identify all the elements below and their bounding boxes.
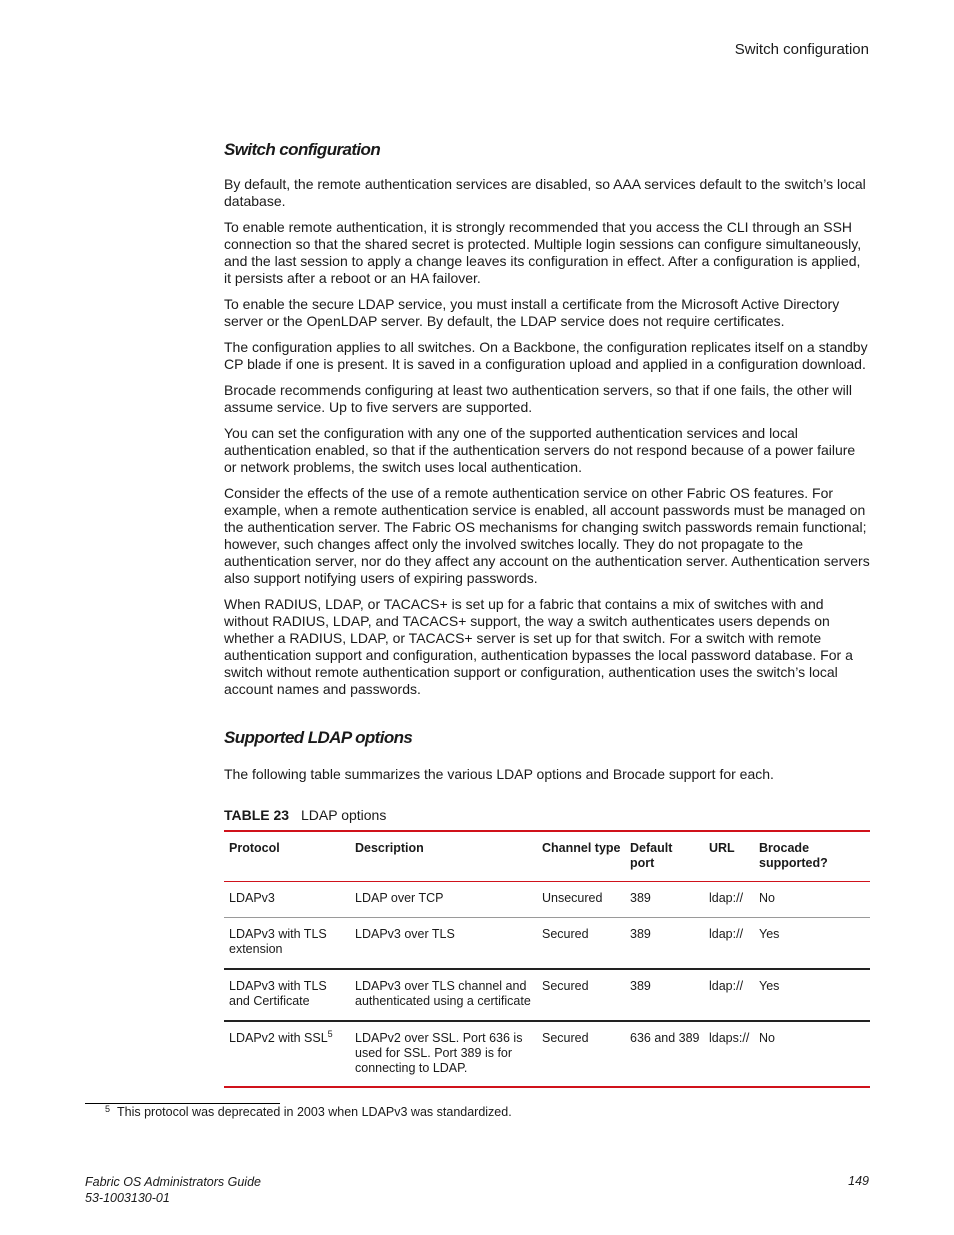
footnote-divider [85,1103,280,1104]
cell-default-port: 389 [630,927,651,941]
page-number: 149 [848,1174,869,1188]
cell-default-port: 389 [630,979,651,993]
protocol-text: LDAPv3 with TLS extension [229,927,327,956]
footer-doc-title: Fabric OS Administrators Guide [85,1175,261,1189]
column-header: Description [355,841,424,855]
cell-default-port: 389 [630,891,651,905]
cell-url: ldap:// [709,891,744,905]
column-header: Brocade supported? [759,841,828,870]
cell-description: LDAPv3 over TLS [355,927,455,941]
cell-supported: Yes [759,979,780,993]
paragraph: By default, the remote authentication services are disabled, so AAA services default to the switch’s local database. [224,176,866,209]
cell-description: LDAPv3 over TLS channel and authenticated using a certificate [355,979,531,1008]
paragraph: To enable remote authentication, it is strongly recommended that you access the CLI through an SSH connection so that the shared secret is protected. Multiple login sessions can configure simultaneously, and the last session to apply a change leaves its configuration in effect. After a configuration is applied, it persists after a reboot or an HA failover. [224,219,862,286]
cell-description: LDAPv2 over SSL. Port 636 is used for SSL. Port 389 is for connecting to LDAP. [355,1031,523,1075]
table-title: LDAP options [300,807,387,823]
protocol-text: LDAPv3 [229,891,275,905]
footnote-reference[interactable]: 5 [327,1029,333,1039]
footer-doc-number: 53-1003130-01 [85,1191,170,1205]
cell-protocol [224,1021,350,1087]
column-header: Protocol [229,841,280,855]
protocol-text: LDAPv3 with TLS and Certificate [229,979,327,1008]
cell-url: ldap:// [709,979,744,993]
footnote [105,1105,512,1119]
cell-supported: Yes [759,927,780,941]
column-header: Default port [630,841,673,870]
cell-supported: No [759,1031,775,1045]
paragraph: To enable the secure LDAP service, you must install a certificate from the Microsoft Active Directory server or the OpenLDAP server. By default, the LDAP service does not require certificates. [224,296,840,329]
footer-document-info [85,1174,261,1206]
cell-default-port: 636 and 389 [630,1031,700,1045]
footnote-text: This protocol was deprecated in 2003 when LDAPv3 was standardized. [117,1105,512,1119]
paragraph: The configuration applies to all switches. On a Backbone, the configuration replicates itself on a standby CP blade if one is present. It is saved in a configuration upload and applied in a configuration download. [224,339,868,372]
paragraph: You can set the configuration with any one of the supported authentication services and local authentication enabled, so that if the authentication servers do not respond because of a power failure or network problems, the switch uses local authentication. [224,425,856,475]
paragraph: Brocade recommends configuring at least two authentication servers, so that if one fails, the other will assume service. Up to five servers are supported. [224,382,852,415]
column-header: URL [709,841,735,855]
paragraph: Consider the effects of the use of a remote authentication service on other Fabric OS features. For example, when a remote authentication service is enabled, all account passwords must be managed on the authentication server. The Fabric OS mechanisms for changing switch passwords remain functional; however, such changes affect only the involved switches locally. They do not propagate to the authentication server, nor do they affect any account on the authentication server. Authentication servers also support notifying users of expiring passwords. [224,485,870,586]
ldap-options-table [224,830,870,1088]
paragraph: When RADIUS, LDAP, or TACACS+ is set up for a fabric that contains a mix of switches with and without RADIUS, LDAP, and TACACS+ support, the way a switch authenticates users depends on whether a RADIUS, LDAP, or TACACS+ server is set up for that switch. For a switch with remote authentication support and configuration, authentication bypasses the local password database. For a switch without remote authentication support or configuration, authentication uses the switch’s local account names and passwords. [224,596,853,697]
section-heading: Supported LDAP options [224,728,413,747]
table-header-row [224,831,870,882]
cell-protocol [224,918,350,970]
paragraph: The following table summarizes the various LDAP options and Brocade support for each. [224,766,774,782]
page-content [224,140,870,1088]
column-header: Channel type [542,841,621,855]
table-row [224,882,870,918]
cell-supported: No [759,891,775,905]
cell-channel-type: Secured [542,979,589,993]
footnote-mark: 5 [105,1104,111,1114]
table-row [224,918,870,970]
cell-protocol [224,969,350,1021]
table-row [224,969,870,1021]
protocol-text: LDAPv2 with SSL [229,1031,328,1045]
cell-description: LDAP over TCP [355,891,444,905]
table-number: TABLE 23 [224,807,290,823]
section-switch-configuration [224,140,870,698]
cell-channel-type: Secured [542,927,589,941]
cell-url: ldaps:// [709,1031,750,1045]
cell-channel-type: Unsecured [542,891,603,905]
section-supported-ldap-options [224,728,870,1088]
table-caption [224,807,870,823]
cell-url: ldap:// [709,927,744,941]
cell-channel-type: Secured [542,1031,589,1045]
table-row [224,1021,870,1087]
cell-protocol [224,882,350,918]
running-header: Switch configuration [734,41,869,58]
section-heading: Switch configuration [224,140,381,159]
